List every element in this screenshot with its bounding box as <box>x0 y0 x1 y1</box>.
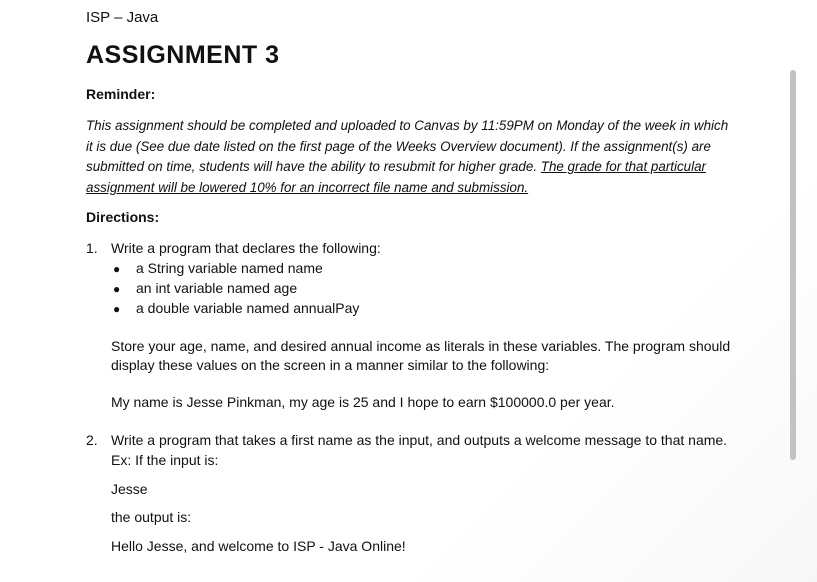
bullet-item: an int variable named age <box>136 280 298 296</box>
bullet-item: a String variable named name <box>136 260 323 276</box>
vertical-scrollbar[interactable] <box>790 70 796 460</box>
assignment-title: ASSIGNMENT 3 <box>86 41 280 69</box>
reminder-penalty-note: The grade for that particular assignment will be lowered 10% for an incorrect file name and submission. <box>86 159 707 195</box>
item-1-paragraph-line-1: Store your age, name, and desired annual income as literals in these variables. The program should <box>111 338 731 354</box>
reminder-label: Reminder: <box>86 86 156 102</box>
bullet-icon: ● <box>113 302 121 316</box>
item-2-sample-output: Hello Jesse, and welcome to ISP - Java Online! <box>111 538 406 554</box>
item-1-number: 1. <box>86 240 98 256</box>
item-2-number: 2. <box>86 432 98 448</box>
reminder-text <box>86 116 736 198</box>
bullet-icon: ● <box>113 262 121 276</box>
item-1-intro: Write a program that declares the following: <box>111 240 381 256</box>
page-header: ISP – Java <box>86 9 159 26</box>
bullet-item: a double variable named annualPay <box>136 300 360 316</box>
item-1-paragraph-line-2: display these values on the screen in a manner similar to the following: <box>111 357 550 373</box>
item-2-sample-input: Jesse <box>111 481 148 497</box>
item-1-example-output: My name is Jesse Pinkman, my age is 25 and I hope to earn $100000.0 per year. <box>111 394 615 410</box>
directions-label: Directions: <box>86 209 160 225</box>
item-2-intro: Write a program that takes a first name as the input, and outputs a welcome message to that name. <box>111 432 728 448</box>
item-2-example-label: Ex: If the input is: <box>111 452 219 468</box>
reminder-body: This assignment should be completed and uploaded to Canvas by 11:59PM on Monday of the week in which it is due (See due date listed on the first page of the Weeks Overview document). If the assignment(s) are submitted on time, students will have the ability to resubmit for higher grade. <box>86 118 729 174</box>
bullet-icon: ● <box>113 282 121 296</box>
item-2-output-label: the output is: <box>111 509 192 525</box>
